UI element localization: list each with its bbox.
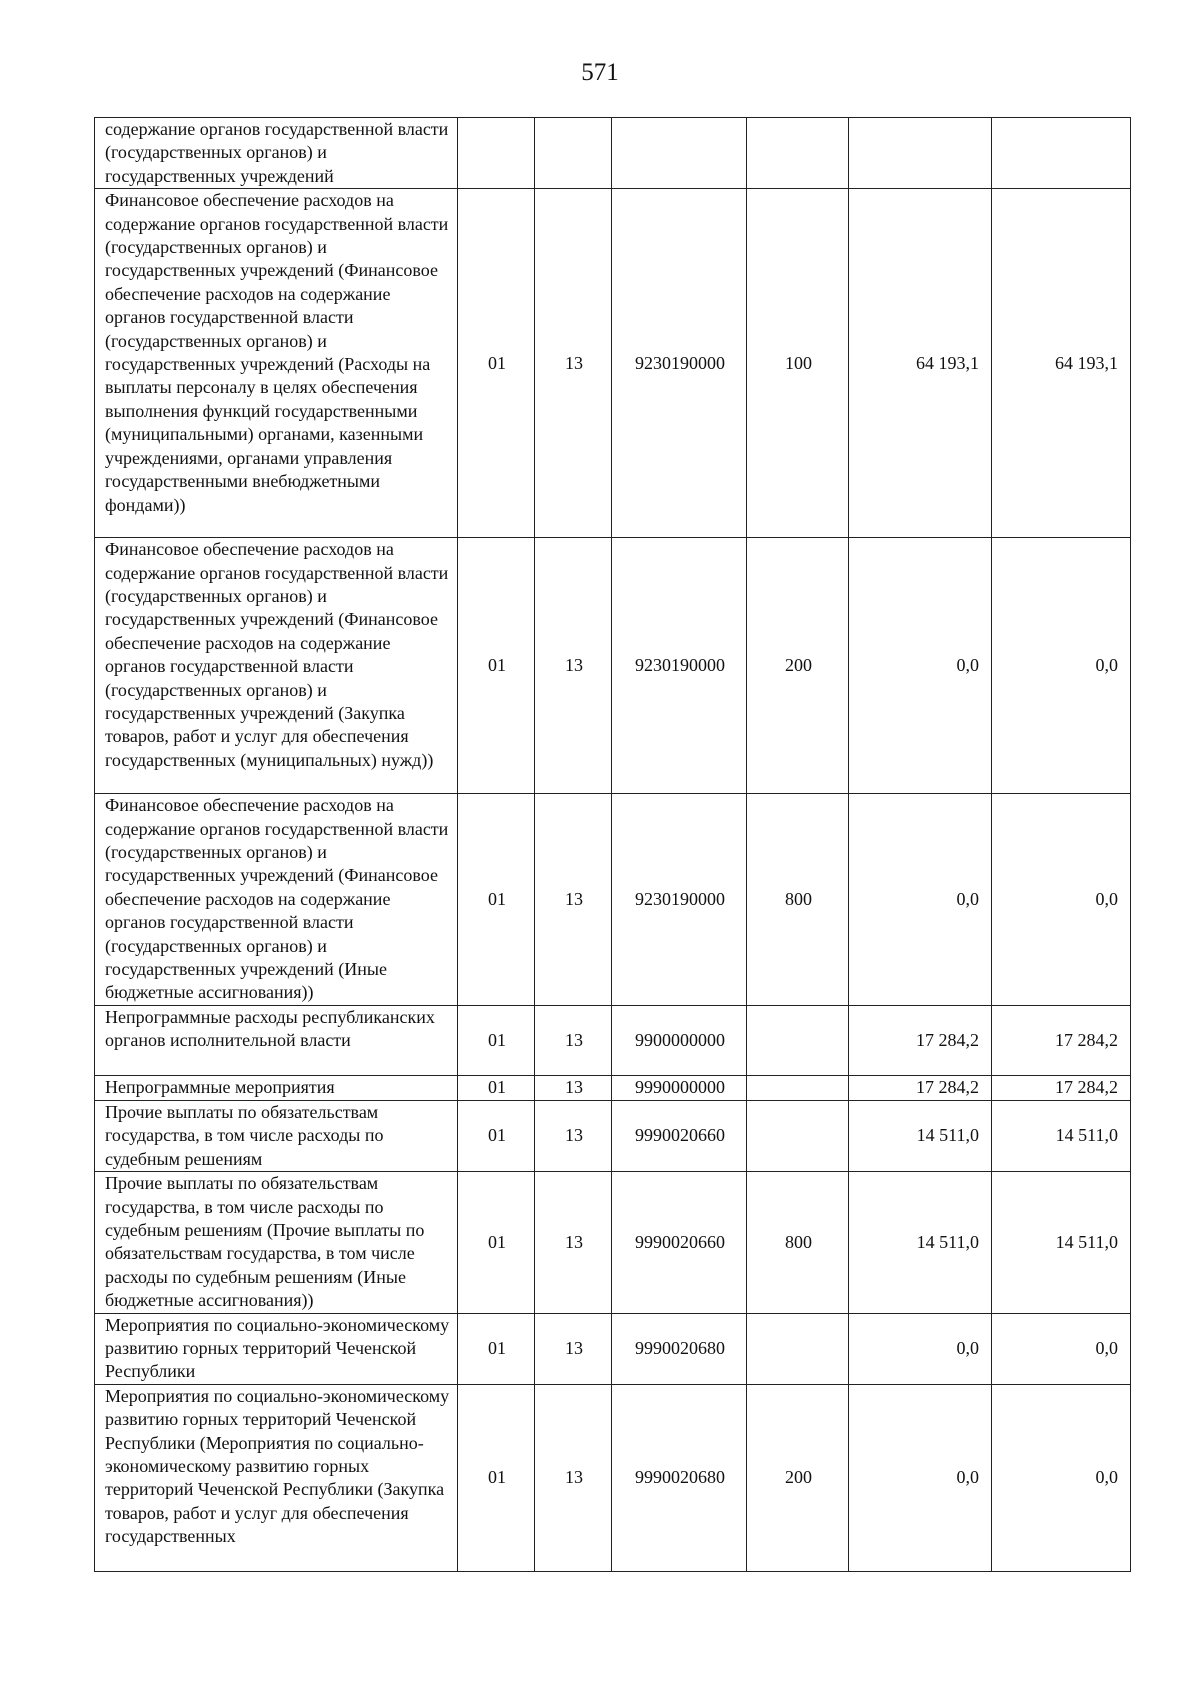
expense-type-cell: 100 bbox=[747, 189, 849, 538]
amount-cell: 0,0 bbox=[992, 794, 1131, 1006]
table-row bbox=[95, 1075, 1131, 1100]
amount-cell: 17 284,2 bbox=[992, 1075, 1131, 1100]
target-article-cell: 9990020660 bbox=[612, 1172, 747, 1313]
amount-cell: 0,0 bbox=[992, 538, 1131, 794]
item-name-cell: Мероприятия по социально-экономическому развитию горных территорий Чеченской Республики (Мероприятия по социально-экономическому развитию горных территорий Чеченской Республики (Закупка товаров, работ и услуг для обеспечения государственных bbox=[95, 1384, 458, 1571]
amount-cell: 0,0 bbox=[849, 538, 992, 794]
section-code-cell: 01 bbox=[458, 1172, 535, 1313]
expense-type-cell bbox=[747, 1100, 849, 1171]
amount-cell: 14 511,0 bbox=[849, 1172, 992, 1313]
amount-cell: 0,0 bbox=[849, 1384, 992, 1571]
amount-cell: 14 511,0 bbox=[992, 1100, 1131, 1171]
amount-cell bbox=[992, 118, 1131, 189]
subsection-code-cell: 13 bbox=[535, 1075, 612, 1100]
target-article-cell bbox=[612, 118, 747, 189]
target-article-cell: 9230190000 bbox=[612, 794, 747, 1006]
section-code-cell: 01 bbox=[458, 794, 535, 1006]
amount-cell: 0,0 bbox=[992, 1313, 1131, 1384]
table-row bbox=[95, 1005, 1131, 1075]
subsection-code-cell: 13 bbox=[535, 189, 612, 538]
amount-cell: 0,0 bbox=[849, 1313, 992, 1384]
item-name-cell: Финансовое обеспечение расходов на содержание органов государственной власти (государственных органов) и государственных учреждений (Финансовое обеспечение расходов на содержание органов государственной власти (государственных органов) и государственных учреждений (Закупка товаров, работ и услуг для обеспечения государственных (муниципальных) нужд)) bbox=[95, 538, 458, 794]
item-name-cell: Непрограммные расходы республиканских органов исполнительной власти bbox=[95, 1005, 458, 1075]
amount-cell: 14 511,0 bbox=[992, 1172, 1131, 1313]
section-code-cell: 01 bbox=[458, 1075, 535, 1100]
item-name-cell: Финансовое обеспечение расходов на содержание органов государственной власти (государственных органов) и государственных учреждений (Финансовое обеспечение расходов на содержание органов государственной власти (государственных органов) и государственных учреждений (Расходы на выплаты персоналу в целях обеспечения выполнения функций государственными (муниципальными) органами, казенными учреждениями, органами управления государственными внебюджетными фондами)) bbox=[95, 189, 458, 538]
subsection-code-cell bbox=[535, 118, 612, 189]
expense-type-cell: 800 bbox=[747, 794, 849, 1006]
expense-type-cell bbox=[747, 118, 849, 189]
table-row bbox=[95, 1172, 1131, 1313]
amount-cell: 0,0 bbox=[849, 794, 992, 1006]
target-article-cell: 9900000000 bbox=[612, 1005, 747, 1075]
target-article-cell: 9230190000 bbox=[612, 538, 747, 794]
target-article-cell: 9990020660 bbox=[612, 1100, 747, 1171]
item-name-cell: содержание органов государственной власти (государственных органов) и государственных учреждений bbox=[95, 118, 458, 189]
amount-cell: 17 284,2 bbox=[849, 1075, 992, 1100]
target-article-cell: 9990020680 bbox=[612, 1313, 747, 1384]
table-row bbox=[95, 1313, 1131, 1384]
expense-type-cell bbox=[747, 1005, 849, 1075]
table-row bbox=[95, 118, 1131, 189]
item-name-cell: Финансовое обеспечение расходов на содержание органов государственной власти (государственных органов) и государственных учреждений (Финансовое обеспечение расходов на содержание органов государственной власти (государственных органов) и государственных учреждений (Иные бюджетные ассигнования)) bbox=[95, 794, 458, 1006]
table-body bbox=[95, 118, 1131, 1572]
expense-type-cell: 200 bbox=[747, 1384, 849, 1571]
section-code-cell: 01 bbox=[458, 538, 535, 794]
target-article-cell: 9990020680 bbox=[612, 1384, 747, 1571]
item-name-cell: Прочие выплаты по обязательствам государства, в том числе расходы по судебным решениям bbox=[95, 1100, 458, 1171]
table-row bbox=[95, 189, 1131, 538]
section-code-cell bbox=[458, 118, 535, 189]
item-name-cell: Непрограммные мероприятия bbox=[95, 1075, 458, 1100]
expense-type-cell bbox=[747, 1313, 849, 1384]
item-name-cell: Прочие выплаты по обязательствам государства, в том числе расходы по судебным решениям (Прочие выплаты по обязательствам государства, в том числе расходы по судебным решениям (Иные бюджетные ассигнования)) bbox=[95, 1172, 458, 1313]
expense-type-cell: 800 bbox=[747, 1172, 849, 1313]
amount-cell: 17 284,2 bbox=[992, 1005, 1131, 1075]
expense-type-cell bbox=[747, 1075, 849, 1100]
amount-cell: 0,0 bbox=[992, 1384, 1131, 1571]
section-code-cell: 01 bbox=[458, 1100, 535, 1171]
subsection-code-cell: 13 bbox=[535, 1100, 612, 1171]
table-row bbox=[95, 538, 1131, 794]
amount-cell: 17 284,2 bbox=[849, 1005, 992, 1075]
expense-type-cell: 200 bbox=[747, 538, 849, 794]
table-row bbox=[95, 1384, 1131, 1571]
section-code-cell: 01 bbox=[458, 189, 535, 538]
item-name-cell: Мероприятия по социально-экономическому развитию горных территорий Чеченской Республики bbox=[95, 1313, 458, 1384]
amount-cell bbox=[849, 118, 992, 189]
subsection-code-cell: 13 bbox=[535, 794, 612, 1006]
amount-cell: 14 511,0 bbox=[849, 1100, 992, 1171]
subsection-code-cell: 13 bbox=[535, 1313, 612, 1384]
section-code-cell: 01 bbox=[458, 1384, 535, 1571]
subsection-code-cell: 13 bbox=[535, 1172, 612, 1313]
amount-cell: 64 193,1 bbox=[992, 189, 1131, 538]
subsection-code-cell: 13 bbox=[535, 538, 612, 794]
subsection-code-cell: 13 bbox=[535, 1384, 612, 1571]
subsection-code-cell: 13 bbox=[535, 1005, 612, 1075]
section-code-cell: 01 bbox=[458, 1005, 535, 1075]
target-article-cell: 9230190000 bbox=[612, 189, 747, 538]
page-number: 571 bbox=[581, 59, 619, 86]
amount-cell: 64 193,1 bbox=[849, 189, 992, 538]
target-article-cell: 9990000000 bbox=[612, 1075, 747, 1100]
table-row bbox=[95, 794, 1131, 1006]
table-row bbox=[95, 1100, 1131, 1171]
section-code-cell: 01 bbox=[458, 1313, 535, 1384]
budget-table bbox=[94, 117, 1131, 1572]
